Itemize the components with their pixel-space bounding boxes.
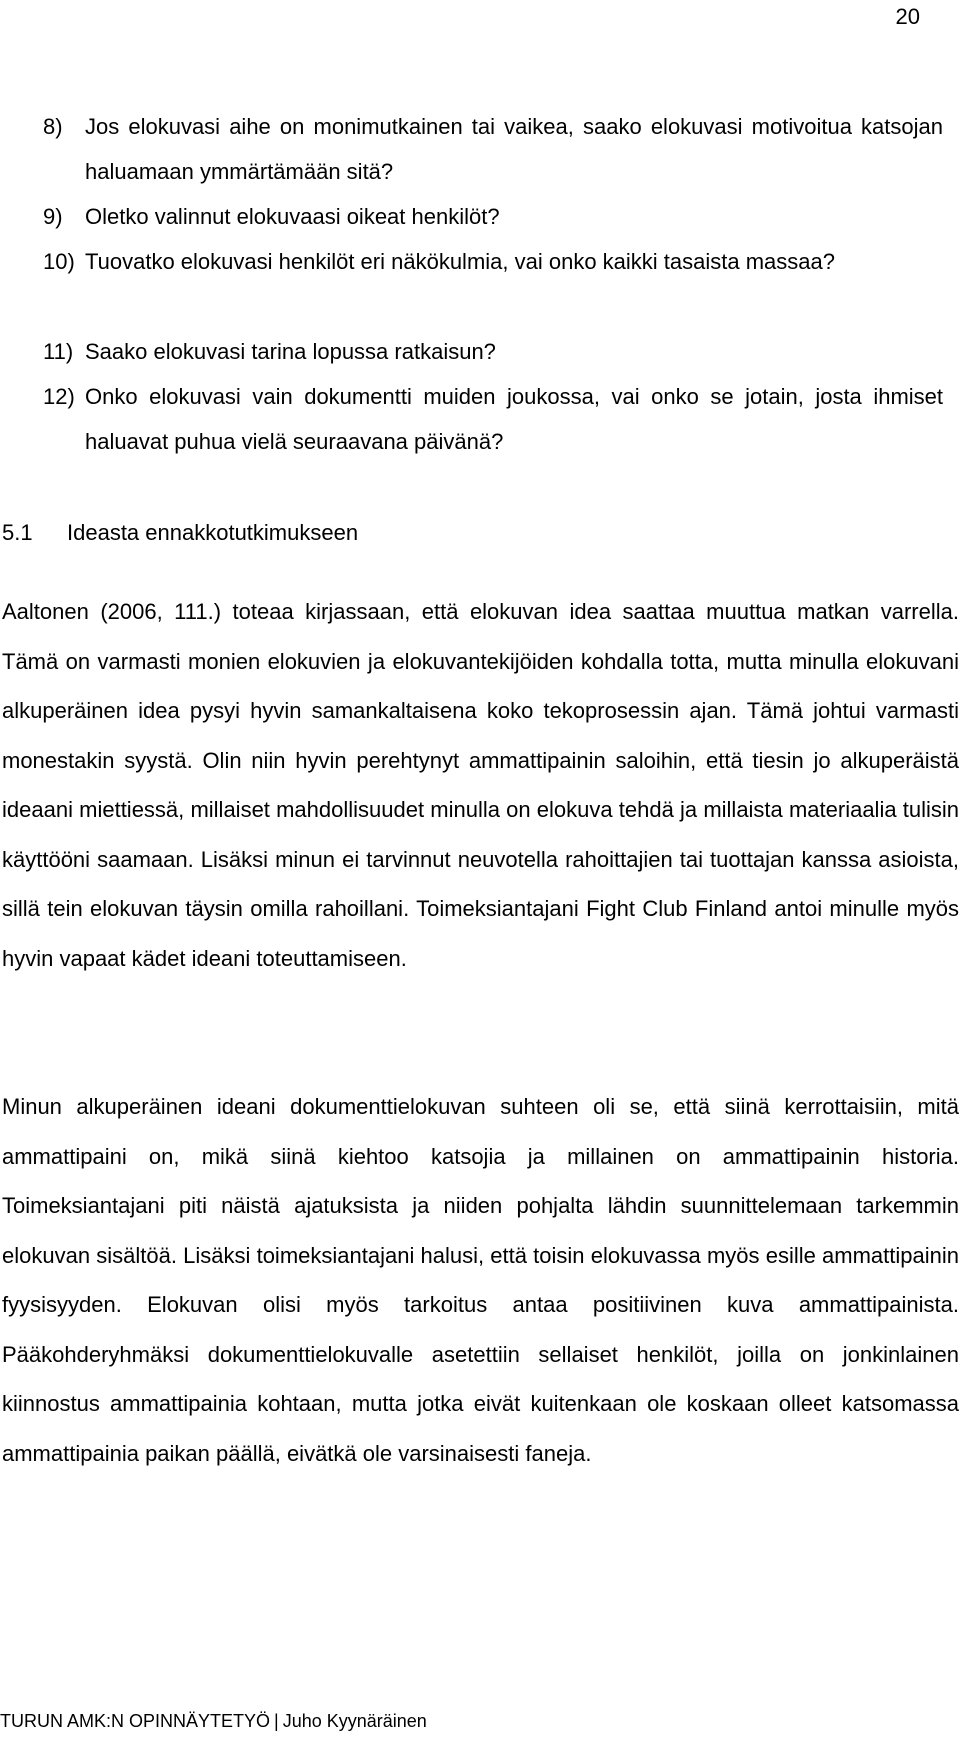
body-paragraph: Aaltonen (2006, 111.) toteaa kirjassaan, että elokuvan idea saattaa muuttua matkan varrella. Tämä on varmasti monien elokuvien ja elokuvantekijöiden kohdalla totta, mutta minulla elokuvani alkuperäinen idea pysyi hyvin samankaltaisena koko tekoprosessin ajan. Tämä johtui varmasti monestakin syystä. Olin niin hyvin perehtynyt ammattipainin saloihin, että tiesin jo alkuperäistä ideaani miettiessä, millaiset mahdollisuudet minulla on elokuva tehdä ja millaista materiaalia tulisin käyttööni saamaan. Lisäksi minun ei tarvinnut neuvotella rahoittajien tai tuottajan kanssa asioista, sillä tein elokuvan täysin omilla rahoillani. Toimeksiantajani Fight Club Finland antoi minulle myös hyvin vapaat kädet ideani toteuttamiseen. — [2, 599, 959, 971]
list-item-number: 11) — [43, 339, 74, 364]
list-item-text: Jos elokuvasi aihe on monimutkainen tai vaikea, saako elokuvasi motivoitua katsojan haluamaan ymmärtämään sitä? — [85, 114, 943, 184]
list-item — [43, 239, 943, 284]
body-paragraph: Minun alkuperäinen ideani dokumenttielokuvan suhteen oli se, että siinä kerrottaisiin, mitä ammattipaini on, mikä siinä kiehtoo katsojia ja millainen on ammattipainin historia. Toimeksiantajani piti näistä ajatuksista ja niiden pohjalta lähdin suunnittelemaan tarkemmin elokuvan sisältöä. Lisäksi toimeksiantajani halusi, että toisin elokuvassa myös esille ammattipainin fyysisyyden. Elokuvan olisi myös tarkoitus antaa positiivinen kuva ammattipainista. Pääkohderyhmäksi dokumenttielokuvalle asetettiin sellaiset henkilöt, joilla on jonkinlainen kiinnostus ammattipainia kohtaan, mutta jotka eivät kuitenkaan ole koskaan olleet katsomassa ammattipainia paikan päällä, eivätkä ole varsinaisesti faneja. — [2, 1094, 959, 1466]
page-number: 20 — [895, 4, 920, 29]
footer-institution: TURUN AMK:N OPINNÄYTETYÖ — [0, 1711, 271, 1731]
list-item-text: Saako elokuvasi tarina lopussa ratkaisun? — [85, 339, 496, 364]
list-item — [43, 374, 943, 464]
list-item-text: Oletko valinnut elokuvaasi oikeat henkilöt? — [85, 204, 500, 229]
list-item-number: 9) — [43, 204, 63, 229]
list-item — [43, 104, 943, 194]
list-item — [43, 194, 943, 239]
footer-separator: | — [274, 1711, 279, 1731]
list-item — [43, 329, 943, 374]
list-item-number: 8) — [43, 114, 63, 139]
footer — [0, 1710, 427, 1732]
list-item-text: Tuovatko elokuvasi henkilöt eri näkökulmia, vai onko kaikki tasaista massaa? — [85, 249, 835, 274]
footer-author: Juho Kyynäräinen — [282, 1711, 427, 1731]
section-number: 5.1 — [2, 520, 33, 545]
list-item-text: Onko elokuvasi vain dokumentti muiden joukossa, vai onko se jotain, josta ihmiset haluavat puhua vielä seuraavana päivänä? — [85, 384, 943, 454]
section-title: Ideasta ennakkotutkimukseen — [67, 520, 359, 545]
list-item-number: 10) — [43, 249, 75, 274]
list-item-number: 12) — [43, 384, 75, 409]
